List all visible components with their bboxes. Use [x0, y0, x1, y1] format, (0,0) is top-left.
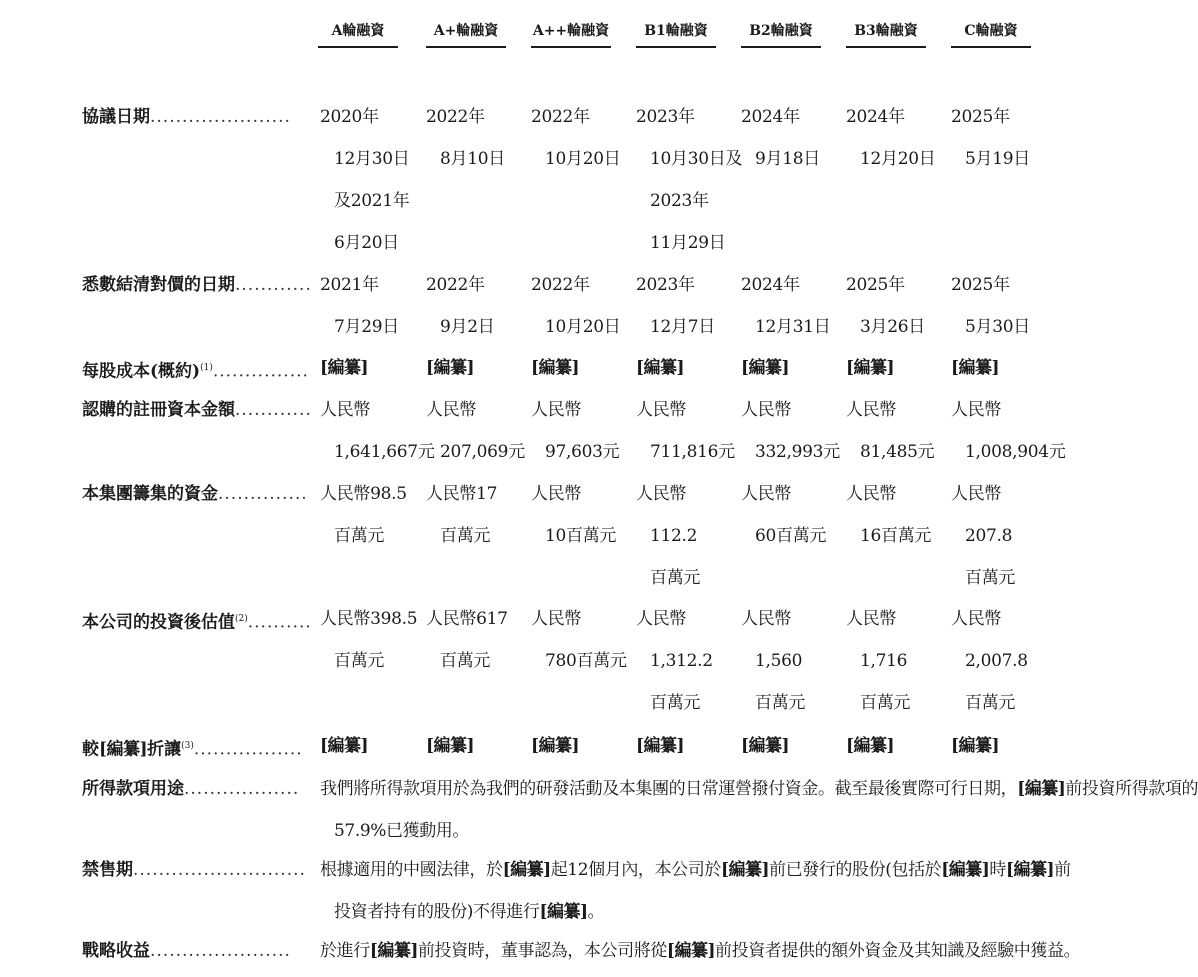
dot-leader: .................: [193, 739, 303, 760]
table-cell: [741, 473, 849, 557]
cell-line: [編纂]: [951, 736, 1000, 756]
table-cell: [531, 725, 639, 767]
dot-leader: ...............: [212, 361, 309, 382]
table-cell: [846, 389, 954, 473]
footnote-marker: (3): [181, 741, 194, 751]
table-cell: [320, 347, 428, 389]
table-cell: [320, 389, 435, 473]
table-cell: [636, 96, 744, 264]
cell-line: 百萬元: [334, 651, 385, 671]
cell-line: 5月30日: [965, 317, 1030, 337]
cell-line: 1,312.2: [650, 651, 713, 671]
cell-line: 6月20日: [334, 233, 399, 253]
table-cell: [636, 598, 744, 724]
cell-line: 人民幣: [531, 484, 582, 504]
table-cell: [741, 725, 849, 767]
column-header: B2輪融資: [741, 20, 821, 48]
column-header: A+輪融資: [426, 20, 506, 48]
cell-line: 10月20日: [545, 149, 621, 169]
cell-line: 人民幣: [741, 609, 792, 629]
row-label-text: 禁售期: [82, 860, 133, 880]
row-label-text: 悉數結清對價的日期: [82, 275, 235, 295]
cell-line: 207,069元: [440, 442, 525, 462]
table-cell: [951, 725, 1059, 767]
row-label-text: 協議日期: [82, 107, 150, 127]
cell-line: [編纂]: [636, 358, 685, 378]
cell-line: [編纂]: [741, 736, 790, 756]
cell-line: 百萬元: [650, 568, 701, 588]
table-cell: [951, 347, 1059, 389]
table-cell: [426, 389, 534, 473]
row-label-text: 戰略收益: [82, 941, 150, 961]
cell-line: 百萬元: [334, 526, 385, 546]
cell-line: 百萬元: [440, 526, 491, 546]
cell-line: 2022年: [426, 275, 485, 295]
cell-line: 81,485元: [860, 442, 935, 462]
row-label: [82, 399, 312, 421]
cell-line: 百萬元: [965, 568, 1016, 588]
cell-line: 7月29日: [334, 317, 399, 337]
cell-line: 10月20日: [545, 317, 621, 337]
cell-line: 人民幣: [951, 400, 1002, 420]
cell-line: 2025年: [951, 107, 1010, 127]
table-cell: [531, 389, 639, 473]
cell-line: 百萬元: [650, 693, 701, 713]
footnote-marker: (2): [235, 614, 248, 624]
cell-line: 人民幣: [846, 609, 897, 629]
cell-line: 2023年: [650, 191, 709, 211]
table-cell: [741, 264, 849, 348]
description-paragraph: [320, 930, 1081, 972]
cell-line: 人民幣: [951, 609, 1002, 629]
cell-line: 2022年: [426, 107, 485, 127]
cell-line: [編纂]: [426, 736, 475, 756]
table-cell: [846, 725, 954, 767]
table-cell: [846, 347, 954, 389]
table-cell: [320, 725, 428, 767]
cell-line: 2024年: [846, 107, 905, 127]
cell-line: 9月2日: [440, 317, 495, 337]
cell-line: 112.2: [650, 526, 698, 546]
dot-leader: ..............: [218, 484, 308, 504]
cell-line: 人民幣617: [426, 609, 508, 629]
paragraph-line: 根據適用的中國法律，於[編纂]起12個月內，本公司於[編纂]前已發行的股份(包括於[編纂]時[編纂]前: [320, 860, 1071, 880]
cell-line: [編纂]: [531, 736, 580, 756]
cell-line: 2023年: [636, 107, 695, 127]
cell-line: 2020年: [320, 107, 379, 127]
table-cell: [426, 96, 534, 180]
cell-line: 人民幣: [951, 484, 1002, 504]
cell-line: 12月31日: [755, 317, 831, 337]
cell-line: 9月18日: [755, 149, 820, 169]
row-label: [82, 483, 308, 505]
cell-line: 2022年: [531, 275, 590, 295]
dot-leader: ..........: [247, 612, 312, 633]
cell-line: 1,716: [860, 651, 908, 671]
cell-line: [編纂]: [741, 358, 790, 378]
cell-line: 人民幣: [741, 400, 792, 420]
cell-line: 1,008,904元: [965, 442, 1066, 462]
column-header: C輪融資: [951, 20, 1031, 48]
cell-line: 人民幣: [636, 400, 687, 420]
table-cell: [320, 96, 428, 264]
row-label-text: 本公司的投資後估值: [82, 612, 235, 633]
cell-line: 人民幣17: [426, 484, 498, 504]
cell-line: 2022年: [531, 107, 590, 127]
cell-line: 百萬元: [440, 651, 491, 671]
cell-line: 711,816元: [650, 442, 735, 462]
cell-line: [編纂]: [846, 358, 895, 378]
footnote-marker: (1): [200, 363, 213, 373]
cell-line: 10百萬元: [545, 526, 617, 546]
table-cell: [426, 264, 534, 348]
cell-line: 人民幣: [320, 400, 371, 420]
table-cell: [741, 347, 849, 389]
cell-line: 百萬元: [755, 693, 806, 713]
cell-line: 1,641,667元: [334, 442, 435, 462]
row-label-text: 所得款項用途: [82, 779, 184, 799]
paragraph-line: 57.9%已獲動用。: [334, 821, 470, 841]
table-cell: [636, 725, 744, 767]
table-cell: [846, 473, 954, 557]
cell-line: 1,560: [755, 651, 803, 671]
cell-line: 12月30日: [334, 149, 410, 169]
table-cell: [426, 598, 534, 682]
dot-leader: ..................: [184, 779, 300, 799]
cell-line: 2,007.8: [965, 651, 1028, 671]
table-cell: [636, 473, 744, 599]
table-cell: [636, 264, 744, 348]
table-cell: [636, 347, 744, 389]
cell-line: 2021年: [320, 275, 379, 295]
cell-line: 百萬元: [965, 693, 1016, 713]
cell-line: [編纂]: [951, 358, 1000, 378]
cell-line: [編纂]: [426, 358, 475, 378]
cell-line: 5月19日: [965, 149, 1030, 169]
cell-line: 11月29日: [650, 233, 726, 253]
table-cell: [951, 598, 1059, 724]
cell-line: 人民幣: [741, 484, 792, 504]
dot-leader: ......................: [150, 107, 291, 127]
cell-line: 人民幣: [636, 484, 687, 504]
table-cell: [846, 598, 954, 724]
cell-line: 60百萬元: [755, 526, 827, 546]
cell-line: 2024年: [741, 107, 800, 127]
cell-line: 332,993元: [755, 442, 840, 462]
table-cell: [846, 264, 954, 348]
description-paragraph: [320, 768, 1198, 852]
table-cell: [636, 389, 744, 473]
table-cell: [951, 264, 1059, 348]
column-header: B1輪融資: [636, 20, 716, 48]
cell-line: 人民幣: [636, 609, 687, 629]
table-cell: [531, 347, 639, 389]
cell-line: 207.8: [965, 526, 1013, 546]
table-cell: [426, 347, 534, 389]
column-header: A++輪融資: [531, 20, 611, 48]
cell-line: 人民幣398.5: [320, 609, 418, 629]
table-cell: [951, 96, 1059, 180]
table-cell: [320, 473, 428, 557]
cell-line: 12月20日: [860, 149, 936, 169]
paragraph-line: 我們將所得款項用於為我們的研發活動及本集團的日常運營撥付資金。截至最後實際可行日期，[編纂]前投資所得款項的: [320, 779, 1198, 799]
cell-line: [編纂]: [320, 358, 369, 378]
table-cell: [741, 96, 849, 180]
paragraph-line: 投資者持有的股份)不得進行[編纂]。: [334, 902, 605, 922]
dot-leader: ...........................: [133, 860, 306, 880]
dot-leader: ............: [235, 400, 312, 420]
row-label-text: 每股成本(概約): [82, 361, 201, 382]
table-cell: [531, 473, 639, 557]
row-label-text: 本集團籌集的資金: [82, 484, 218, 504]
row-label: [82, 778, 300, 800]
cell-line: 人民幣: [846, 400, 897, 420]
table-cell: [951, 389, 1066, 473]
cell-line: 16百萬元: [860, 526, 932, 546]
cell-line: [編纂]: [846, 736, 895, 756]
table-cell: [741, 598, 849, 724]
cell-line: [編纂]: [636, 736, 685, 756]
cell-line: 12月7日: [650, 317, 715, 337]
cell-line: 2023年: [636, 275, 695, 295]
row-label: [82, 859, 306, 881]
table-cell: [320, 264, 428, 348]
table-cell: [531, 264, 639, 348]
cell-line: 2025年: [951, 275, 1010, 295]
dot-leader: ......................: [150, 941, 291, 961]
row-label: [82, 735, 303, 761]
table-cell: [846, 96, 954, 180]
cell-line: 及2021年: [334, 191, 410, 211]
row-label-text: 認購的註冊資本金額: [82, 400, 235, 420]
row-label: [82, 608, 312, 634]
cell-line: 8月10日: [440, 149, 505, 169]
row-label-text: 較[編纂]折讓: [82, 739, 182, 760]
table-cell: [531, 96, 639, 180]
table-cell: [531, 598, 639, 682]
cell-line: 97,603元: [545, 442, 620, 462]
description-paragraph: [320, 849, 1071, 933]
row-label: [82, 106, 296, 128]
cell-line: 百萬元: [860, 693, 911, 713]
column-header: B3輪融資: [846, 20, 926, 48]
row-label: [82, 940, 296, 962]
column-header: A輪融資: [318, 20, 398, 48]
cell-line: 人民幣98.5: [320, 484, 407, 504]
dot-leader: ............: [235, 275, 312, 295]
cell-line: 10月30日及: [650, 149, 743, 169]
table-cell: [741, 389, 849, 473]
cell-line: [編纂]: [320, 736, 369, 756]
table-cell: [426, 473, 534, 557]
cell-line: 人民幣: [846, 484, 897, 504]
cell-line: 3月26日: [860, 317, 925, 337]
cell-line: 2025年: [846, 275, 905, 295]
paragraph-line: 於進行[編纂]前投資時，董事認為，本公司將從[編纂]前投資者提供的額外資金及其知識及經驗中獲益。: [320, 941, 1081, 961]
row-label: [82, 357, 309, 383]
row-label: [82, 274, 312, 296]
cell-line: 2024年: [741, 275, 800, 295]
cell-line: 人民幣: [531, 400, 582, 420]
cell-line: [編纂]: [531, 358, 580, 378]
table-cell: [426, 725, 534, 767]
cell-line: 人民幣: [531, 609, 582, 629]
table-cell: [951, 473, 1059, 599]
cell-line: 人民幣: [426, 400, 477, 420]
cell-line: 780百萬元: [545, 651, 627, 671]
table-cell: [320, 598, 428, 682]
